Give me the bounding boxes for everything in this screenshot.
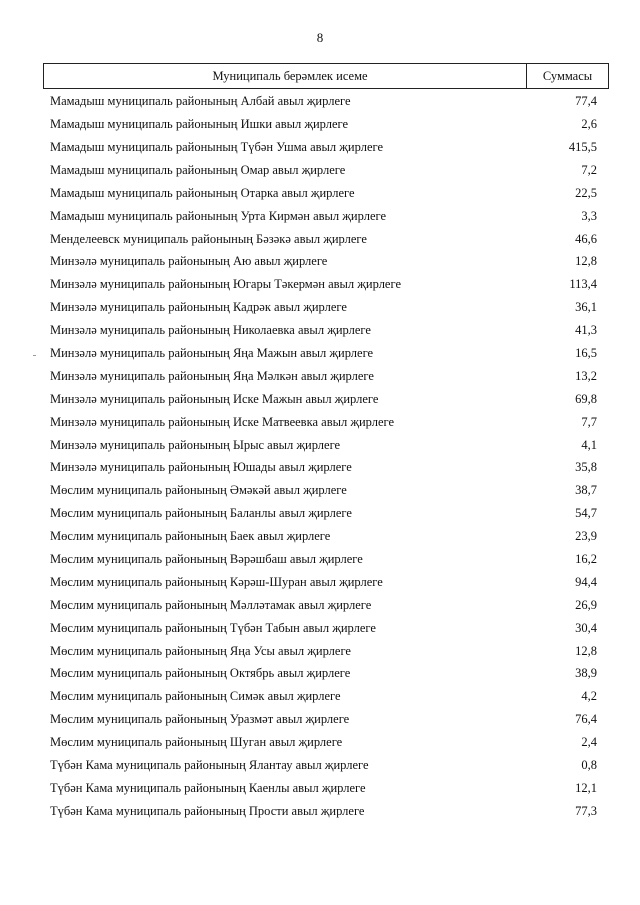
sum-value: 113,4 bbox=[569, 277, 597, 292]
municipality-name: Минзәлә муниципаль районының Яңа Мажын авыл җирлеге bbox=[50, 345, 374, 360]
sum-value: 36,1 bbox=[575, 300, 597, 315]
municipality-name: Түбән Кама муниципаль районының Ялантау авыл җирлеге bbox=[50, 758, 369, 773]
table-row bbox=[50, 227, 597, 250]
municipality-name: Минзәлә муниципаль районының Николаевка авыл җирлеге bbox=[50, 323, 371, 338]
sum-value: 35,8 bbox=[575, 460, 597, 475]
sum-value: 4,1 bbox=[581, 437, 597, 452]
page-number: 8 bbox=[316, 30, 324, 45]
table-row bbox=[50, 433, 597, 456]
municipality-name: Минзәлә муниципаль районының Юшады авыл җирлеге bbox=[50, 460, 352, 475]
sum-value: 69,8 bbox=[575, 391, 597, 406]
municipality-name: Минзәлә муниципаль районының Яңа Мәлкән авыл җирлеге bbox=[50, 368, 374, 383]
sum-value: 38,7 bbox=[575, 483, 597, 498]
sum-value: 13,2 bbox=[575, 368, 597, 383]
table-row bbox=[50, 159, 597, 182]
municipality-name: Менделеевск муниципаль районының Бәзәкә авыл җирлеге bbox=[50, 231, 367, 246]
table-row bbox=[50, 342, 597, 365]
municipality-name: Мамадыш муниципаль районының Отарка авыл җирлеге bbox=[50, 185, 355, 200]
column-header-sum: Суммасы bbox=[526, 64, 608, 88]
table-row bbox=[50, 388, 597, 411]
sum-value: 54,7 bbox=[575, 506, 597, 521]
table-row bbox=[50, 250, 597, 273]
municipality-name: Минзәлә муниципаль районының Кадрәк авыл җирлеге bbox=[50, 300, 347, 315]
table-row bbox=[50, 273, 597, 296]
table-row bbox=[50, 479, 597, 502]
table-body bbox=[50, 90, 597, 823]
municipality-name: Мөслим муниципаль районының Әмәкәй авыл җирлеге bbox=[50, 483, 347, 498]
municipality-name: Түбән Кама муниципаль районының Прости авыл җирлеге bbox=[50, 803, 365, 818]
table-row bbox=[50, 136, 597, 159]
sum-value: 7,2 bbox=[581, 162, 597, 177]
table-row bbox=[50, 456, 597, 479]
sum-value: 12,1 bbox=[575, 780, 597, 795]
sum-value: 41,3 bbox=[575, 323, 597, 338]
municipality-name: Мөслим муниципаль районының Уразмәт авыл җирлеге bbox=[50, 712, 350, 727]
municipality-name: Мөслим муниципаль районының Кәрәш-Шуран авыл җирлеге bbox=[50, 574, 383, 589]
municipality-name: Мамадыш муниципаль районының Ишки авыл җирлеге bbox=[50, 117, 349, 132]
sum-value: 4,2 bbox=[581, 689, 597, 704]
table-row bbox=[50, 685, 597, 708]
sum-value: 23,9 bbox=[575, 529, 597, 544]
table-row bbox=[50, 571, 597, 594]
municipality-name: Мөслим муниципаль районының Симәк авыл җирлеге bbox=[50, 689, 341, 704]
sum-value: 30,4 bbox=[575, 620, 597, 635]
municipality-name: Минзәлә муниципаль районының Аю авыл җирлеге bbox=[50, 254, 328, 269]
sum-value: 22,5 bbox=[575, 185, 597, 200]
sum-value: 7,7 bbox=[581, 414, 597, 429]
column-header-name: Муниципаль берәмлек исеме bbox=[212, 68, 368, 83]
municipality-name: Мөслим муниципаль районының Мәлләтамак авыл җирлеге bbox=[50, 597, 372, 612]
municipality-name: Мамадыш муниципаль районының Түбән Ушма авыл җирлеге bbox=[50, 139, 384, 154]
sum-value: 415,5 bbox=[568, 139, 597, 154]
table-row bbox=[50, 708, 597, 731]
table-row bbox=[50, 731, 597, 754]
sum-value: 94,4 bbox=[575, 574, 597, 589]
municipality-name: Мамадыш муниципаль районының Албай авыл җирлеге bbox=[50, 94, 351, 109]
table-row bbox=[50, 502, 597, 525]
table-row bbox=[50, 662, 597, 685]
municipality-name: Мөслим муниципаль районының Октябрь авыл җирлеге bbox=[50, 666, 351, 681]
municipality-name: Минзәлә муниципаль районының Иске Мажын авыл җирлеге bbox=[50, 391, 379, 406]
municipality-name: Мөслим муниципаль районының Баек авыл җирлеге bbox=[50, 529, 331, 544]
municipality-name: Мөслим муниципаль районының Шуган авыл җирлеге bbox=[50, 735, 343, 750]
municipality-name: Түбән Кама муниципаль районының Каенлы авыл җирлеге bbox=[50, 780, 366, 795]
municipality-name: Минзәлә муниципаль районының Ырыс авыл җирлеге bbox=[50, 437, 341, 452]
table-row bbox=[50, 548, 597, 571]
table-row bbox=[50, 525, 597, 548]
table-row bbox=[50, 113, 597, 136]
sum-value: 46,6 bbox=[575, 231, 597, 246]
sum-value: 77,4 bbox=[575, 94, 597, 109]
table-row bbox=[50, 319, 597, 342]
table-row bbox=[50, 410, 597, 433]
table-header bbox=[43, 63, 609, 89]
sum-value: 2,4 bbox=[581, 735, 597, 750]
sum-value: 12,8 bbox=[575, 643, 597, 658]
municipality-name: Мөслим муниципаль районының Яңа Усы авыл җирлеге bbox=[50, 643, 351, 658]
table-row bbox=[50, 90, 597, 113]
table-row bbox=[50, 296, 597, 319]
sum-value: 26,9 bbox=[575, 597, 597, 612]
table-row bbox=[50, 182, 597, 205]
sum-value: 12,8 bbox=[575, 254, 597, 269]
municipality-name: Минзәлә муниципаль районының Иске Матвеевка авыл җирлеге bbox=[50, 414, 395, 429]
sum-value: 3,3 bbox=[581, 208, 597, 223]
table-row bbox=[50, 365, 597, 388]
table-row bbox=[50, 639, 597, 662]
municipality-name: Мөслим муниципаль районының Баланлы авыл җирлеге bbox=[50, 506, 352, 521]
scan-speck bbox=[33, 355, 36, 356]
sum-value: 16,5 bbox=[575, 345, 597, 360]
table-row bbox=[50, 594, 597, 617]
sum-value: 0,8 bbox=[581, 758, 597, 773]
sum-value: 38,9 bbox=[575, 666, 597, 681]
table-row bbox=[50, 754, 597, 777]
table-row bbox=[50, 204, 597, 227]
sum-value: 77,3 bbox=[575, 803, 597, 818]
municipality-name: Мөслим муниципаль районының Түбән Табын авыл җирлеге bbox=[50, 620, 376, 635]
municipality-name: Мөслим муниципаль районының Вәрәшбаш авыл җирлеге bbox=[50, 552, 363, 566]
municipality-name: Мамадыш муниципаль районының Омар авыл җирлеге bbox=[50, 162, 346, 177]
table-row bbox=[50, 616, 597, 639]
sum-value: 76,4 bbox=[575, 712, 597, 727]
sum-value: 2,6 bbox=[581, 117, 597, 132]
sum-value: 16,2 bbox=[575, 552, 597, 566]
municipality-name: Минзәлә муниципаль районының Югары Тәкермән авыл җирлеге bbox=[50, 277, 401, 292]
table-row bbox=[50, 777, 597, 800]
table-row bbox=[50, 800, 597, 823]
municipality-name: Мамадыш муниципаль районының Урта Кирмән авыл җирлеге bbox=[50, 208, 387, 223]
